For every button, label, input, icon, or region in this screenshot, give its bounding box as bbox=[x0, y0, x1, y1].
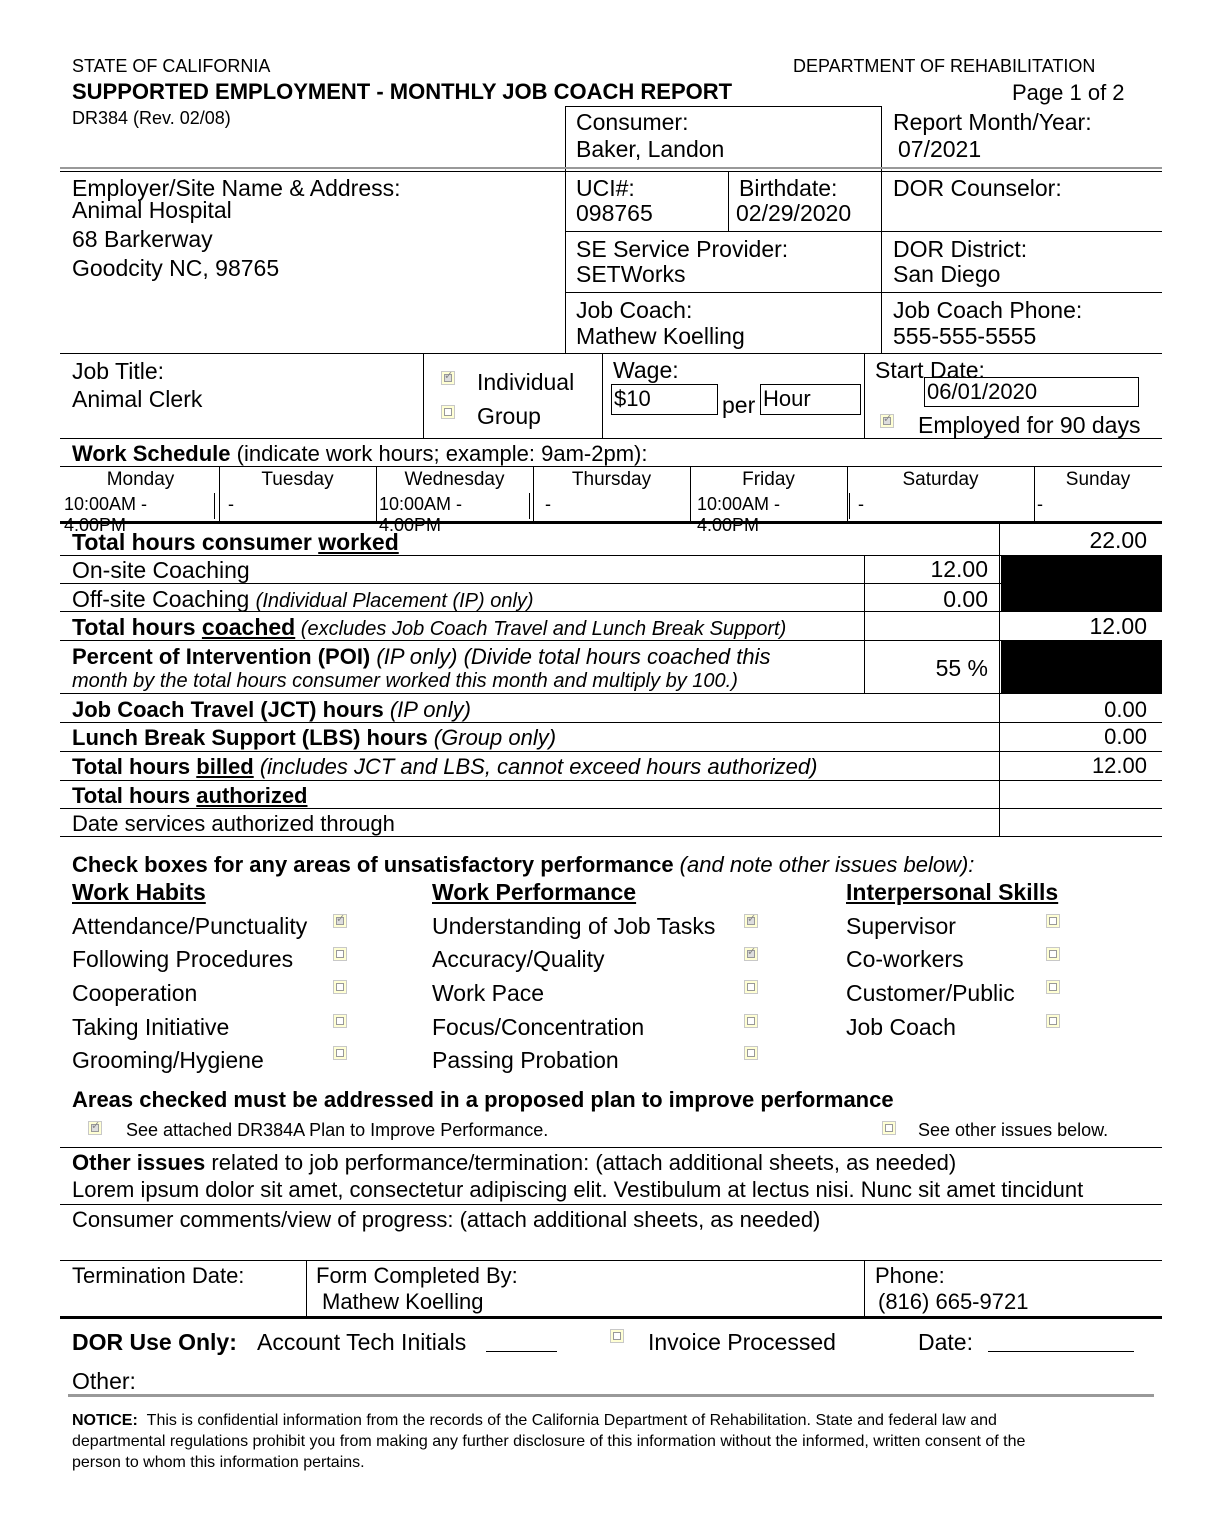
work-performance-title: Work Performance bbox=[432, 879, 637, 905]
day-wednesday: Wednesday bbox=[404, 469, 505, 490]
poi-instructions: month by the total hours consumer worked this month and multiply by 100.) bbox=[72, 670, 738, 692]
job-title-label: Job Title: bbox=[72, 358, 165, 384]
total-coached-value[interactable]: 12.00 bbox=[1089, 613, 1147, 639]
attached-plan-checkbox[interactable] bbox=[88, 1121, 102, 1135]
day-tuesday: Tuesday bbox=[261, 469, 334, 490]
district-value[interactable]: San Diego bbox=[893, 261, 1001, 287]
supervisor-checkbox[interactable] bbox=[1046, 914, 1060, 928]
uci-value[interactable]: 098765 bbox=[576, 200, 653, 226]
attached-plan-label: See attached DR384A Plan to Improve Performance. bbox=[126, 1120, 549, 1140]
lbs-label: Lunch Break Support (LBS) hours (Group only) bbox=[72, 725, 557, 750]
individual-label: Individual bbox=[477, 369, 575, 395]
day-sunday: Sunday bbox=[1065, 469, 1131, 490]
interpersonal-title: Interpersonal Skills bbox=[846, 879, 1059, 905]
total-worked-value[interactable]: 22.00 bbox=[1089, 527, 1147, 553]
hours-wednesday[interactable]: 10:00AM - 4:00PM bbox=[379, 494, 463, 535]
page-number: Page 1 of 2 bbox=[1012, 80, 1125, 105]
wage-per-label: per bbox=[722, 392, 756, 418]
plan-heading: Areas checked must be addressed in a proposed plan to improve performance bbox=[72, 1087, 894, 1112]
wage-label: Wage: bbox=[613, 357, 679, 383]
blackout-onsite bbox=[1001, 556, 1162, 611]
jct-value[interactable]: 0.00 bbox=[1104, 697, 1147, 722]
supervisor-label: Supervisor bbox=[846, 913, 956, 939]
other-issues-checkbox-label: See other issues below. bbox=[918, 1120, 1109, 1140]
poi-label: Percent of Intervention (POI) (IP only) (Divide total hours coached this bbox=[72, 644, 771, 669]
coach-phone-label: Job Coach Phone: bbox=[893, 297, 1083, 323]
grooming-checkbox[interactable] bbox=[333, 1046, 347, 1060]
performance-heading: Check boxes for any areas of unsatisfactory performance (and note other issues below): bbox=[72, 852, 975, 877]
consumer-label: Consumer: bbox=[576, 109, 689, 135]
birthdate-value[interactable]: 02/29/2020 bbox=[736, 200, 852, 226]
other-issues-text[interactable]: Lorem ipsum dolor sit amet, consectetur adipiscing elit. Vestibulum at lectus nisi. Nunc sit amet tincidunt bbox=[72, 1177, 1084, 1202]
work-pace-label: Work Pace bbox=[432, 980, 545, 1006]
probation-label: Passing Probation bbox=[432, 1047, 619, 1073]
cooperation-checkbox[interactable] bbox=[333, 980, 347, 994]
day-friday: Friday bbox=[742, 469, 795, 490]
employer-name[interactable]: Animal Hospital bbox=[72, 197, 232, 223]
job-coach-skill-label: Job Coach bbox=[846, 1014, 956, 1040]
birthdate-label: Birthdate: bbox=[739, 175, 838, 201]
dor-use-label: DOR Use Only: bbox=[72, 1329, 237, 1355]
hours-sunday[interactable]: - bbox=[1037, 494, 1043, 514]
onsite-label: On-site Coaching bbox=[72, 557, 250, 583]
cooperation-label: Cooperation bbox=[72, 980, 198, 1006]
accuracy-label: Accuracy/Quality bbox=[432, 946, 605, 972]
phone-value[interactable]: (816) 665-9721 bbox=[878, 1289, 1029, 1314]
customer-checkbox[interactable] bbox=[1046, 980, 1060, 994]
start-date-label: Start Date: bbox=[875, 357, 985, 383]
initiative-checkbox[interactable] bbox=[333, 1014, 347, 1028]
department-label: DEPARTMENT OF REHABILITATION bbox=[793, 56, 1096, 76]
total-billed-label: Total hours billed (includes JCT and LBS, cannot exceed hours authorized) bbox=[72, 754, 818, 779]
understanding-checkbox[interactable] bbox=[744, 914, 758, 928]
job-coach-label: Job Coach: bbox=[576, 297, 693, 323]
procedures-label: Following Procedures bbox=[72, 946, 294, 972]
group-label: Group bbox=[477, 403, 541, 429]
coworkers-checkbox[interactable] bbox=[1046, 947, 1060, 961]
grooming-label: Grooming/Hygiene bbox=[72, 1047, 264, 1073]
understanding-label: Understanding of Job Tasks bbox=[432, 913, 716, 939]
employed-90-label: Employed for 90 days bbox=[918, 412, 1141, 438]
work-pace-checkbox[interactable] bbox=[744, 980, 758, 994]
job-title-value[interactable]: Animal Clerk bbox=[72, 386, 203, 412]
total-billed-value[interactable]: 12.00 bbox=[1091, 753, 1147, 778]
employed-90-checkbox[interactable] bbox=[880, 414, 894, 428]
report-month-label: Report Month/Year: bbox=[893, 109, 1092, 135]
state-label: STATE OF CALIFORNIA bbox=[72, 56, 271, 76]
hours-friday[interactable]: 10:00AM - 4:00PM bbox=[697, 494, 781, 535]
hours-thursday[interactable]: - bbox=[545, 494, 551, 514]
account-tech-line[interactable] bbox=[486, 1351, 557, 1352]
individual-checkbox[interactable] bbox=[441, 371, 455, 385]
poi-value[interactable]: 55 % bbox=[935, 655, 988, 681]
employer-city[interactable]: Goodcity NC, 98765 bbox=[72, 255, 280, 281]
notice-line-1: NOTICE: This is confidential information from the records of the California Department of Rehabilitation. State and federal law and bbox=[72, 1412, 997, 1429]
provider-value[interactable]: SETWorks bbox=[576, 261, 686, 287]
total-coached-label: Total hours coached (excludes Job Coach Travel and Lunch Break Support) bbox=[72, 614, 787, 640]
total-worked-label: Total hours consumer worked bbox=[72, 529, 399, 555]
focus-label: Focus/Concentration bbox=[432, 1014, 645, 1040]
other-issues-label: Other issues related to job performance/termination: (attach additional sheets, as needed) bbox=[72, 1150, 957, 1175]
uci-label: UCI#: bbox=[576, 175, 635, 201]
offsite-value[interactable]: 0.00 bbox=[943, 586, 988, 612]
group-checkbox[interactable] bbox=[441, 405, 455, 419]
coach-phone-value[interactable]: 555-555-5555 bbox=[893, 323, 1037, 349]
job-coach-value[interactable]: Mathew Koelling bbox=[576, 323, 745, 349]
comments-label: Consumer comments/view of progress: (attach additional sheets, as needed) bbox=[72, 1207, 821, 1232]
termination-label: Termination Date: bbox=[72, 1263, 245, 1288]
customer-label: Customer/Public bbox=[846, 980, 1015, 1006]
coworkers-label: Co-workers bbox=[846, 946, 964, 972]
counselor-label: DOR Counselor: bbox=[893, 175, 1062, 201]
hours-saturday[interactable]: - bbox=[858, 494, 864, 514]
lbs-value[interactable]: 0.00 bbox=[1104, 724, 1147, 749]
consumer-value[interactable]: Baker, Landon bbox=[576, 136, 725, 162]
hours-monday[interactable]: 10:00AM - 4:00PM bbox=[64, 494, 148, 535]
onsite-value[interactable]: 12.00 bbox=[930, 556, 988, 582]
work-schedule-label: Work Schedule (indicate work hours; example: 9am-2pm): bbox=[72, 441, 648, 466]
job-coach-skill-checkbox[interactable] bbox=[1046, 1014, 1060, 1028]
completed-by-value[interactable]: Mathew Koelling bbox=[322, 1289, 484, 1314]
dor-date-label: Date: bbox=[918, 1329, 973, 1355]
dor-date-line[interactable] bbox=[988, 1351, 1134, 1352]
initiative-label: Taking Initiative bbox=[72, 1014, 230, 1040]
employer-street[interactable]: 68 Barkerway bbox=[72, 226, 213, 252]
offsite-label: Off-site Coaching (Individual Placement (IP) only) bbox=[72, 586, 534, 612]
provider-label: SE Service Provider: bbox=[576, 236, 789, 262]
attendance-label: Attendance/Punctuality bbox=[72, 913, 308, 939]
dor-other-label: Other: bbox=[72, 1368, 136, 1394]
invoice-processed-label: Invoice Processed bbox=[648, 1329, 836, 1355]
probation-checkbox[interactable] bbox=[744, 1046, 758, 1060]
accuracy-checkbox[interactable] bbox=[744, 947, 758, 961]
blackout-poi bbox=[1001, 641, 1162, 693]
district-label: DOR District: bbox=[893, 236, 1028, 262]
form-number: DR384 (Rev. 02/08) bbox=[72, 108, 231, 128]
phone-label: Phone: bbox=[875, 1263, 945, 1288]
form-title: SUPPORTED EMPLOYMENT - MONTHLY JOB COACH REPORT bbox=[72, 79, 733, 104]
wage-unit-field[interactable]: Hour bbox=[760, 384, 861, 415]
authorized-through-label: Date services authorized through bbox=[72, 811, 395, 836]
focus-checkbox[interactable] bbox=[744, 1014, 758, 1028]
work-habits-title: Work Habits bbox=[72, 879, 206, 905]
notice-line-2: departmental regulations prohibit you from making any further disclosure of this information without the informed, written consent of the bbox=[72, 1433, 1026, 1450]
day-thursday: Thursday bbox=[571, 469, 652, 490]
report-month-value[interactable]: 07/2021 bbox=[898, 136, 982, 162]
notice-line-3: person to whom this information pertains. bbox=[72, 1454, 365, 1471]
wage-amount-field[interactable]: $10 bbox=[611, 384, 718, 415]
hours-tuesday[interactable]: - bbox=[228, 494, 234, 514]
employer-label: Employer/Site Name & Address: bbox=[72, 175, 401, 201]
jct-label: Job Coach Travel (JCT) hours (IP only) bbox=[72, 697, 471, 722]
attendance-checkbox[interactable] bbox=[333, 914, 347, 928]
total-authorized-label: Total hours authorized bbox=[72, 783, 308, 808]
procedures-checkbox[interactable] bbox=[333, 947, 347, 961]
start-date-field[interactable]: 06/01/2020 bbox=[924, 377, 1139, 407]
day-monday: Monday bbox=[106, 469, 175, 490]
account-tech-label: Account Tech Initials bbox=[257, 1329, 467, 1355]
invoice-processed-checkbox[interactable] bbox=[610, 1329, 624, 1343]
other-issues-checkbox[interactable] bbox=[882, 1121, 896, 1135]
day-saturday: Saturday bbox=[902, 469, 979, 490]
completed-by-label: Form Completed By: bbox=[316, 1263, 518, 1288]
